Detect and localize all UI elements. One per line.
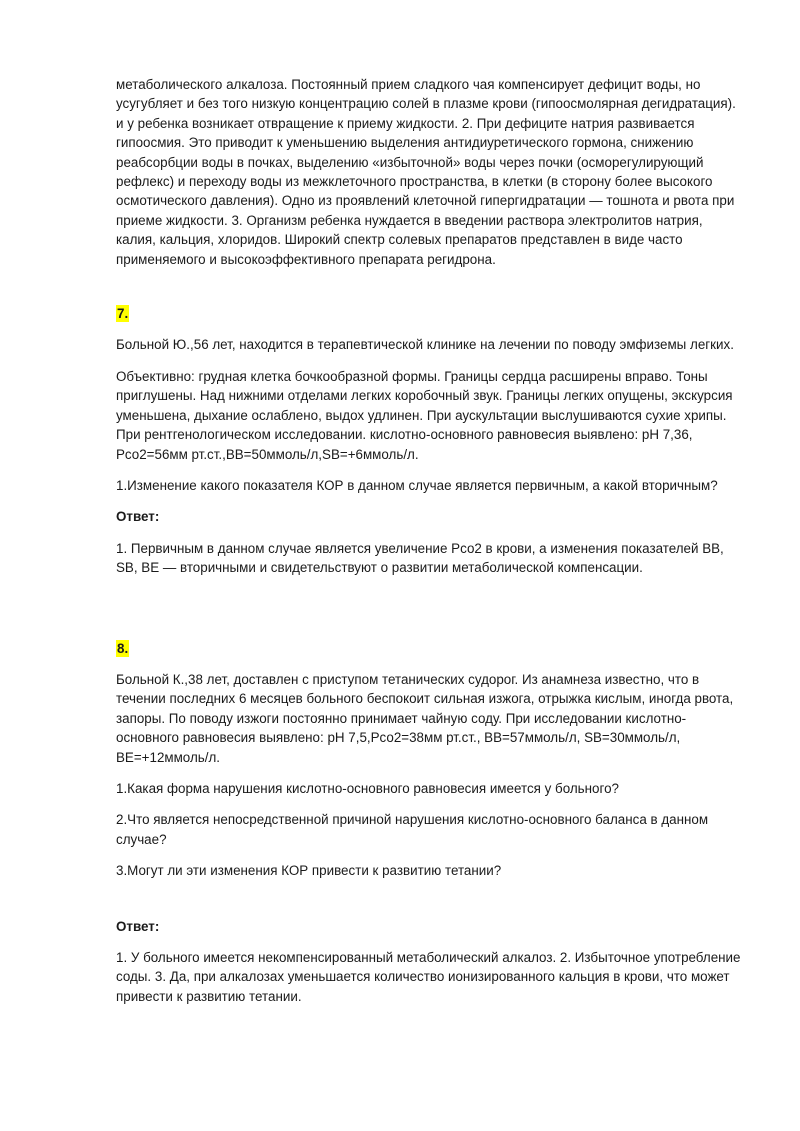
document-content (116, 75, 746, 1006)
task-8-heading (116, 639, 746, 658)
task-7-case: Больной Ю.,56 лет, находится в терапевтической клинике на лечении по поводу эмфиземы легких. (116, 337, 734, 353)
task-7-answer: 1. Первичным в данном случае является увеличение Рсо2 в крови, а изменения показателей ВВ, SB, BE — вторичными и свидетельствуют о развитии метаболической компенсации. (116, 540, 724, 576)
task-8-case: Больной К.,38 лет, доставлен с приступом тетанических судорог. Из анамнеза известно, что в течении последних 6 месяцев больного беспокоит сильная изжога, отрыжка кислым, иногда рвота, запоры. По поводу изжоги постоянно принимает чайную соду. При исследовании кислотно-основного равновесия выявлено: рН 7,5,Рсо2=38мм рт.ст., ВВ=57ммоль/л, SB=30ммоль/л, ВЕ=+12ммоль/л. (116, 671, 734, 765)
task-8-question-3: 3.Могут ли эти изменения КОР привести к развитию тетании? (116, 863, 502, 879)
task-7-number: 7. (117, 306, 129, 322)
task-7-objective: Объективно: грудная клетка бочкообразной формы. Границы сердца расширены вправо. Тоны приглушены. Над нижними отделами легких коробочный звук. Границы легких опущены, экскурсия уменьшена, дыхание ослаблено, выдох удлинен. При аускультации выслушиваются сухие хрипы. При рентгенологическом исследовании. кислотно-основного равновесия выявлено: рН 7,36, Рсо2=56мм рт.ст.,ВВ=50ммоль/л,SB=+6ммоль/л. (116, 368, 733, 462)
task-7-answer-label: Ответ: (116, 509, 160, 525)
continued-paragraph: метаболического алкалоза. Постоянный прием сладкого чая компенсирует дефицит воды, но усугубляет и без того низкую концентрацию солей в плазме крови (гипоосмолярная дегидратация). и у ребенка возникает отвращение к приему жидкости. 2. При дефиците натрия развивается гипоосмия. Это приводит к уменьшению выделения антидиуретического гормона, снижению реабсорбции воды в почках, выделению «избыточной» воды через почки (осморегулирующий рефлекс) и переходу воды из межклеточного пространства, в клетки (в сторону более высокого осмотического давления). Одно из проявлений клеточной гипергидратации — тошнота и рвота при приеме жидкости. 3. Организм ребенка нуждается в введении раствора электролитов натрия, калия, кальция, хлоридов. Широкий спектр солевых препаратов представлен в виде часто применяемого и высокоэффективного препарата регидрона. (116, 77, 736, 267)
task-8-number: 8. (117, 640, 129, 656)
task-7-heading (116, 304, 746, 323)
task-8-answer-label: Ответ: (116, 918, 160, 934)
task-8-question-2: 2.Что является непосредственной причиной нарушения кислотно-основного баланса в данном случае? (116, 812, 709, 847)
task-8-question-1: 1.Какая форма нарушения кислотно-основного равновесия имеется у больного? (116, 780, 619, 796)
task-7-question-1: 1.Изменение какого показателя КОР в данном случае является первичным, а какой вторичным? (116, 477, 718, 493)
task-8-answer: 1. У больного имеется некомпенсированный метаболический алкалоз. 2. Избыточное употребление соды. 3. Да, при алкалозах уменьшается количество ионизированного кальция в крови, что может привести к развитию тетании. (116, 950, 741, 1004)
